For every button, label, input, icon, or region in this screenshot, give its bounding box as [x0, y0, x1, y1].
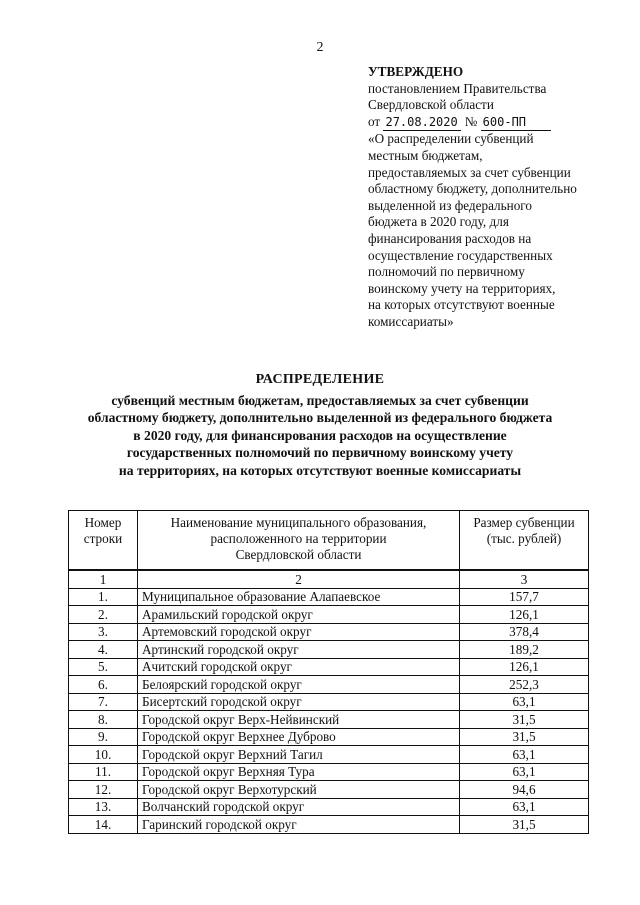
header-municipality — [138, 511, 460, 571]
table-row — [69, 623, 589, 641]
header-text: Свердловской области — [235, 547, 362, 562]
approval-line: постановлением Правительства — [368, 80, 547, 96]
quote-line: осуществление государственных — [368, 247, 553, 263]
table-row — [69, 606, 589, 624]
table-row — [69, 676, 589, 694]
table-row — [69, 641, 589, 659]
row-number: 8. — [69, 711, 138, 729]
document-subtitle — [40, 392, 600, 479]
municipality-name: Муниципальное образование Алапаевское — [138, 588, 460, 606]
header-row-number — [69, 511, 138, 571]
header-text: расположенного на территории — [210, 531, 387, 546]
column-number: 3 — [460, 570, 589, 588]
header-text: (тыс. рублей) — [486, 531, 562, 546]
distribution-table — [68, 510, 589, 834]
subtitle-line: в 2020 году, для финансирования расходов на осуществление — [133, 427, 507, 443]
subvention-value: 252,3 — [460, 676, 589, 694]
quote-line: комиссариаты» — [368, 313, 454, 329]
row-number: 10. — [69, 746, 138, 764]
municipality-name: Артемовский городской округ — [138, 623, 460, 641]
column-number: 1 — [69, 570, 138, 588]
approval-date-line — [368, 114, 618, 132]
municipality-name: Городской округ Верхотурский — [138, 781, 460, 799]
quote-line: выделенной из федерального — [368, 197, 532, 213]
header-text: Номер — [84, 515, 122, 530]
municipality-name: Бисертский городской округ — [138, 693, 460, 711]
table-row — [69, 711, 589, 729]
quote-line: воинскому учету на территориях, — [368, 280, 556, 296]
subvention-value: 63,1 — [460, 693, 589, 711]
header-text: Размер субвенции — [473, 515, 575, 530]
subvention-value: 31,5 — [460, 711, 589, 729]
row-number: 5. — [69, 658, 138, 676]
subvention-value: 31,5 — [460, 816, 589, 834]
row-number: 12. — [69, 781, 138, 799]
subvention-value: 189,2 — [460, 641, 589, 659]
table-row — [69, 693, 589, 711]
table-header-row — [69, 511, 589, 571]
subtitle-line: на территориях, на которых отсутствуют военные комиссариаты — [118, 462, 522, 478]
row-number: 13. — [69, 798, 138, 816]
subvention-value: 63,1 — [460, 763, 589, 781]
date-prefix: от — [368, 113, 381, 129]
subtitle-line: областному бюджету, дополнительно выделенной из федерального бюджета — [87, 410, 553, 426]
subvention-value: 31,5 — [460, 728, 589, 746]
row-number: 6. — [69, 676, 138, 694]
column-number-row — [69, 570, 589, 588]
table-row — [69, 658, 589, 676]
municipality-name: Ачитский городской округ — [138, 658, 460, 676]
subvention-value: 378,4 — [460, 623, 589, 641]
row-number: 14. — [69, 816, 138, 834]
row-number: 4. — [69, 641, 138, 659]
quote-line: бюджета в 2020 году, для — [368, 214, 509, 230]
table-row — [69, 816, 589, 834]
document-title: РАСПРЕДЕЛЕНИЕ — [255, 372, 385, 387]
header-subvention-amount — [460, 511, 589, 571]
table-row — [69, 746, 589, 764]
header-text: Наименование муниципального образования, — [170, 515, 427, 530]
page-number: 2 — [316, 40, 324, 55]
municipality-name: Городской округ Верхняя Тура — [138, 763, 460, 781]
row-number: 9. — [69, 728, 138, 746]
municipality-name: Городской округ Верх-Нейвинский — [138, 711, 460, 729]
subvention-value: 157,7 — [460, 588, 589, 606]
quote-line: «О распределении субвенций — [368, 131, 534, 147]
header-text: строки — [83, 531, 123, 546]
quote-line: на которых отсутствуют военные — [368, 297, 555, 313]
row-number: 3. — [69, 623, 138, 641]
quote-line: финансирования расходов на — [368, 230, 532, 246]
subvention-value: 94,6 — [460, 781, 589, 799]
municipality-name: Городской округ Верхний Тагил — [138, 746, 460, 764]
subvention-value: 63,1 — [460, 746, 589, 764]
row-number: 2. — [69, 606, 138, 624]
municipality-name: Арамильский городской округ — [138, 606, 460, 624]
approval-heading: УТВЕРЖДЕНО — [368, 64, 464, 79]
row-number: 7. — [69, 693, 138, 711]
row-number: 1. — [69, 588, 138, 606]
table-row — [69, 728, 589, 746]
municipality-name: Артинский городской округ — [138, 641, 460, 659]
municipality-name: Гаринский городской округ — [138, 816, 460, 834]
quote-line: областному бюджету, дополнительно — [368, 181, 577, 197]
table-row — [69, 781, 589, 799]
number-prefix: № — [464, 113, 478, 129]
table-row — [69, 588, 589, 606]
quote-line: полномочий по первичному — [368, 264, 525, 280]
approval-line: Свердловской области — [368, 97, 494, 113]
column-number: 2 — [138, 570, 460, 588]
approval-date: 27.08.2020 — [383, 114, 461, 132]
subvention-value: 126,1 — [460, 658, 589, 676]
municipality-name: Белоярский городской округ — [138, 676, 460, 694]
table-row — [69, 763, 589, 781]
approval-quote — [368, 131, 618, 330]
subvention-value: 126,1 — [460, 606, 589, 624]
row-number: 11. — [69, 763, 138, 781]
table-row — [69, 798, 589, 816]
subtitle-line: государственных полномочий по первичному воинскому учету — [126, 445, 514, 461]
subtitle-line: субвенций местным бюджетам, предоставляемых за счет субвенции — [111, 393, 529, 408]
approval-number: 600-ПП — [481, 114, 551, 132]
approval-block — [368, 64, 618, 331]
quote-line: предоставляемых за счет субвенции — [368, 164, 571, 180]
municipality-name: Волчанский городской округ — [138, 798, 460, 816]
subvention-value: 63,1 — [460, 798, 589, 816]
municipality-name: Городской округ Верхнее Дуброво — [138, 728, 460, 746]
quote-line: местным бюджетам, — [368, 147, 483, 163]
